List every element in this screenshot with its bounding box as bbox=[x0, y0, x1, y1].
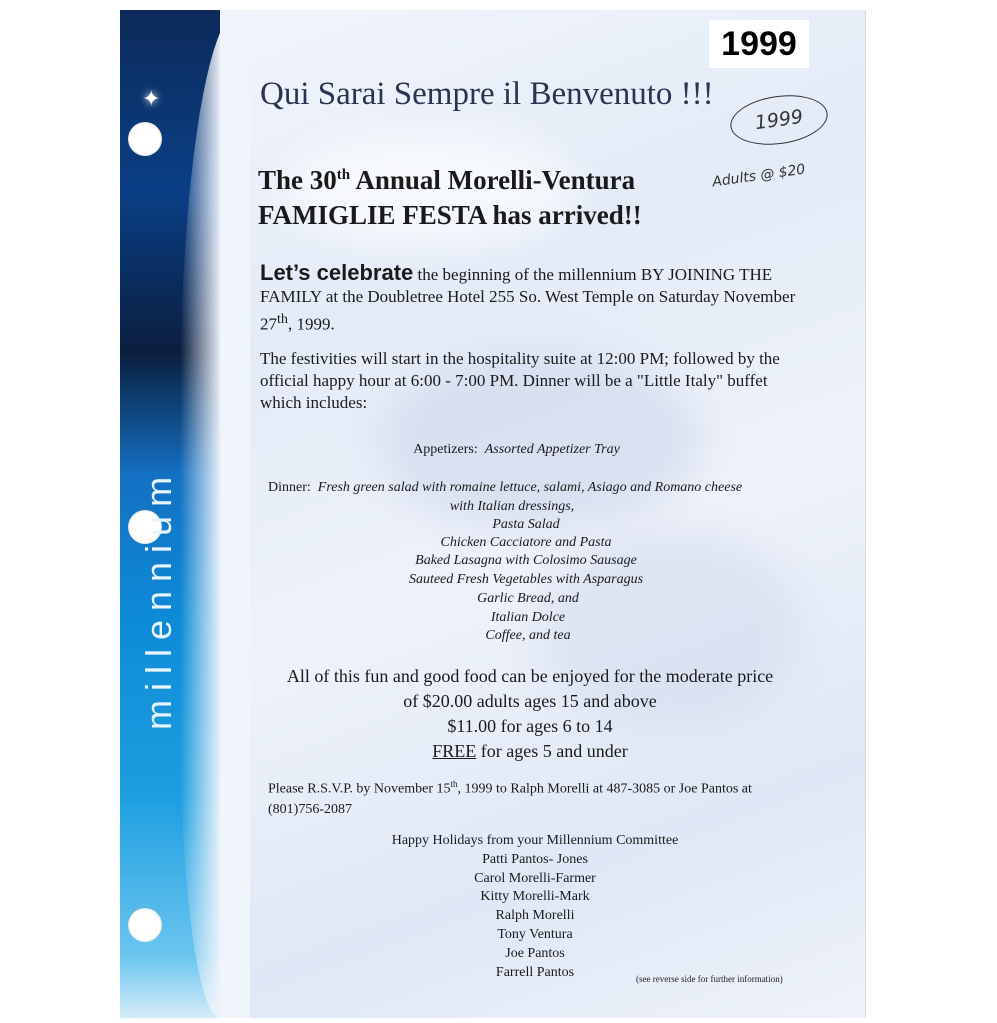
dinner-item: Coffee, and tea bbox=[485, 628, 571, 643]
committee-member: Farrell Pantos bbox=[495, 964, 575, 980]
dinner-first-item: Fresh green salad with romaine lettuce, salami, Asiago and Romano cheese bbox=[317, 480, 743, 495]
intro-sup: th bbox=[277, 311, 289, 327]
dinner-label: Dinner: bbox=[268, 480, 311, 495]
handwritten-price-note: Adults @ $20 bbox=[711, 161, 807, 191]
committee-member: Joe Pantos bbox=[505, 945, 565, 961]
committee-greeting: Happy Holidays from your Millennium Committee bbox=[391, 833, 679, 848]
pricing-line: All of this fun and good food can be enjoyed for the moderate price bbox=[286, 666, 774, 686]
pricing-block bbox=[250, 664, 810, 764]
punch-hole bbox=[128, 908, 162, 942]
intro-paragraph bbox=[260, 262, 800, 336]
appetizers-value: Assorted Appetizer Tray bbox=[484, 442, 620, 457]
committee-member: Ralph Morelli bbox=[495, 908, 575, 924]
headline-line2: FAMIGLIE FESTA has arrived!! bbox=[258, 200, 642, 230]
committee-block bbox=[310, 832, 760, 982]
intro-text-end: , 1999. bbox=[288, 314, 335, 334]
appetizers-label: Appetizers: bbox=[413, 442, 478, 457]
year-stamp: 1999 bbox=[709, 20, 809, 68]
headline-sup: th bbox=[336, 167, 351, 183]
dinner-item: Baked Lasagna with Colosimo Sausage bbox=[415, 553, 637, 568]
handwritten-circled-year: 1999 bbox=[727, 89, 831, 150]
rsvp-text: Please R.S.V.P. by November 15 bbox=[268, 781, 451, 797]
rsvp-sup: th bbox=[450, 779, 458, 789]
intro-lead: Let’s celebrate bbox=[260, 260, 414, 285]
dinner-item: Chicken Cacciatore and Pasta bbox=[440, 535, 612, 550]
reverse-side-note: (see reverse side for further information) bbox=[636, 974, 783, 984]
pricing-line-free bbox=[250, 739, 810, 764]
dinner-item: Pasta Salad bbox=[492, 517, 560, 532]
event-headline bbox=[258, 158, 642, 233]
committee-member: Patti Pantos- Jones bbox=[482, 851, 588, 867]
free-rest: for ages 5 and under bbox=[476, 741, 628, 761]
sparkle-icon: ✦ bbox=[142, 86, 161, 111]
appetizers-line bbox=[0, 442, 997, 458]
pricing-line: $11.00 for ages 6 to 14 bbox=[447, 716, 613, 736]
sidebar-vertical-text: millennium bbox=[138, 467, 179, 730]
headline-line1-pre: The 30 bbox=[258, 165, 337, 195]
headline-line1-post: Annual Morelli-Ventura bbox=[350, 165, 636, 195]
dinner-item: with Italian dressings, bbox=[449, 499, 575, 514]
committee-member: Tony Ventura bbox=[497, 926, 573, 942]
intro-text: the beginning of the millennium BY JOINING THE FAMILY at the Doubletree Hotel 255 So. West Temple on Saturday November 27 bbox=[260, 265, 796, 334]
festivities-paragraph: The festivities will start in the hospitality suite at 12:00 PM; followed by the official happy hour at 6:00 - 7:00 PM. Dinner will be a "Little Italy" buffet which includes: bbox=[260, 349, 780, 412]
free-word: FREE bbox=[432, 741, 477, 761]
pricing-line: of $20.00 adults ages 15 and above bbox=[403, 691, 657, 711]
dinner-item: Sauteed Fresh Vegetables with Asparagus bbox=[408, 572, 644, 587]
rsvp-paragraph bbox=[268, 774, 798, 820]
dinner-item: Garlic Bread, and bbox=[477, 591, 579, 606]
rsvp-text-end: , 1999 to Ralph Morelli at 487-3085 or Joe Pantos at (801)756-2087 bbox=[268, 781, 752, 817]
punch-hole bbox=[128, 122, 162, 156]
committee-member: Kitty Morelli-Mark bbox=[480, 889, 590, 905]
welcome-heading: Qui Sarai Sempre il Benvenuto !!! bbox=[260, 76, 714, 112]
dinner-line bbox=[268, 480, 742, 496]
committee-member: Carol Morelli-Farmer bbox=[474, 870, 596, 886]
dinner-item: Italian Dolce bbox=[490, 610, 566, 625]
